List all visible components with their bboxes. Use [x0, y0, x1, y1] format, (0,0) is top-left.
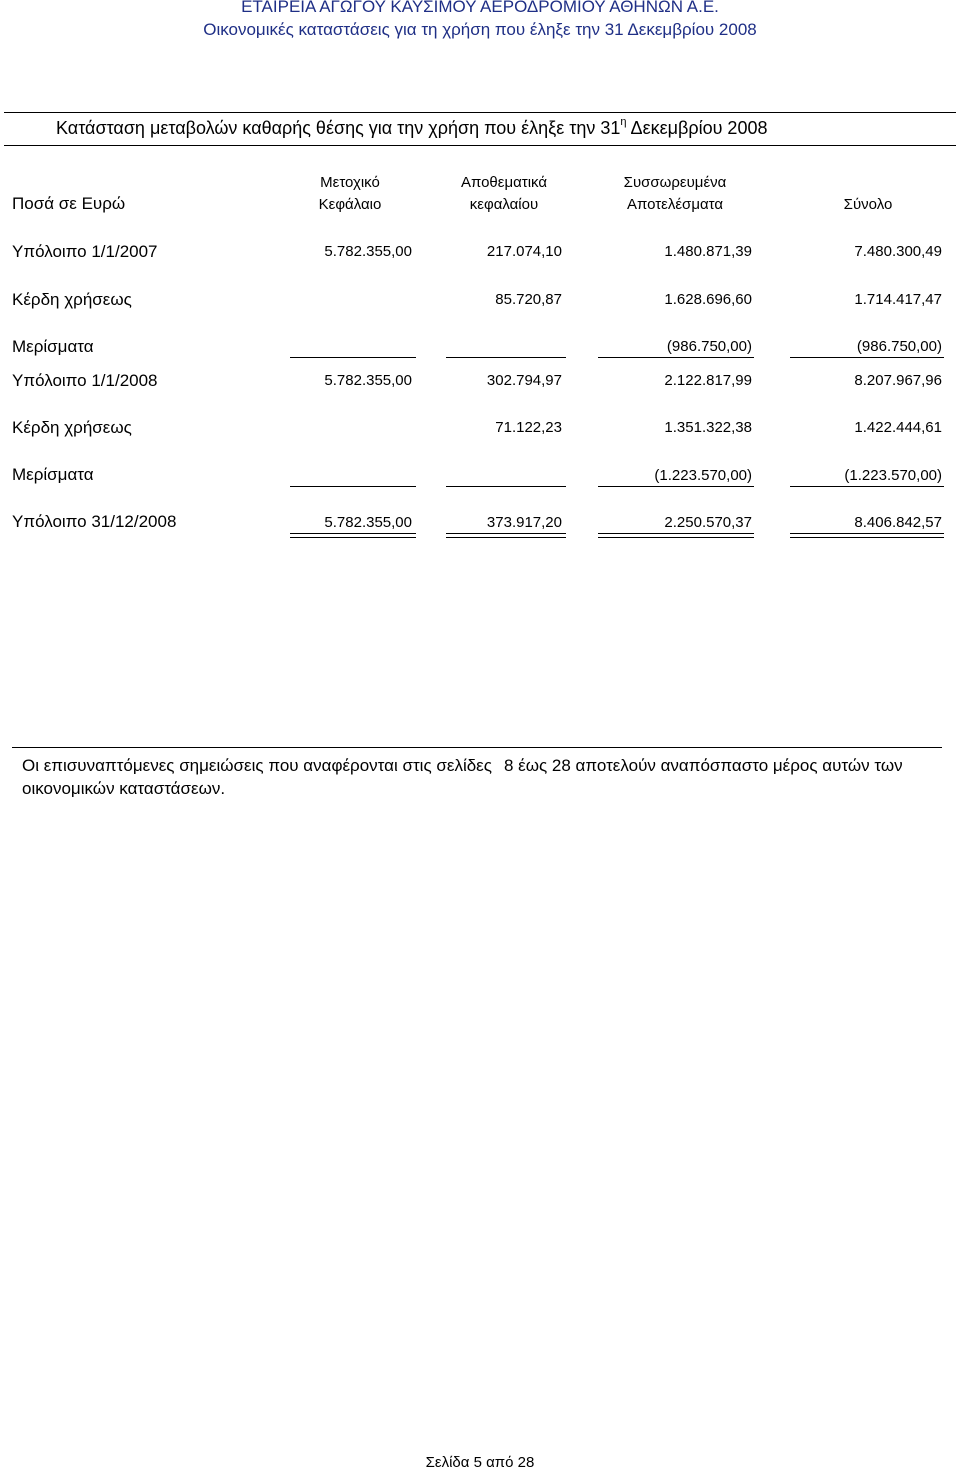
cell-retained: (986.750,00) — [666, 338, 752, 355]
cell-retained: 2.122.817,99 — [664, 372, 752, 389]
col-retained-line1: Συσσωρευμένα — [623, 174, 727, 191]
subtotal-rule — [446, 486, 566, 487]
row-label: Κέρδη χρήσεως — [12, 418, 132, 437]
cell-total: (986.750,00) — [856, 338, 942, 355]
company-name: ΕΤΑΙΡΕΙΑ ΑΓΩΓΟΥ ΚΑΥΣΙΜΟΥ ΑΕΡΟΔΡΟΜΙΟΥ ΑΘΗΝΩΝ Α.Ε. — [241, 0, 719, 16]
cell-total: 7.480.300,49 — [854, 243, 942, 260]
cell-reserves: 85.720,87 — [495, 291, 562, 308]
cell-share-capital: 5.782.355,00 — [324, 514, 412, 531]
total-double-rule — [446, 533, 566, 538]
row-label: Υπόλοιπο 31/12/2008 — [12, 512, 177, 531]
subtotal-rule — [598, 357, 754, 358]
amounts-label: Ποσά σε Ευρώ — [12, 194, 126, 213]
cell-retained: 2.250.570,37 — [664, 514, 752, 531]
col-reserves-line1: Αποθεματικά — [460, 174, 548, 191]
cell-retained: (1.223.570,00) — [654, 467, 752, 484]
cell-reserves: 71.122,23 — [495, 419, 562, 436]
cell-reserves: 373.917,20 — [486, 514, 562, 531]
row-label: Μερίσματα — [12, 465, 94, 484]
cell-total: 8.207.967,96 — [854, 372, 942, 389]
cell-reserves: 302.794,97 — [486, 372, 562, 389]
statement-title: Κατάσταση μεταβολών καθαρής θέσης για την χρήση που έληξε την $31^\eta$ Δεκεμβρίου 2008 — [56, 116, 768, 138]
cell-retained: 1.628.696,60 — [664, 291, 752, 308]
row-label: Υπόλοιπο 1/1/2007 — [12, 242, 158, 261]
cell-retained: 1.351.322,38 — [664, 419, 752, 436]
notes-text: Οι επισυναπτόμενες σημειώσεις που αναφέρονται στις σελίδες 8 έως 28 αποτελούν αναπόσπαστο μέρος αυτών των οικονομικών καταστάσεων. — [22, 756, 903, 798]
subtotal-rule — [790, 486, 944, 487]
notes-rule — [12, 747, 942, 748]
cell-total: 8.406.842,57 — [854, 514, 942, 531]
subtotal-rule — [290, 357, 416, 358]
subtotal-rule — [790, 357, 944, 358]
total-double-rule — [598, 533, 754, 538]
subtotal-rule — [598, 486, 754, 487]
cell-total: 1.422.444,61 — [854, 419, 942, 436]
cell-total: (1.223.570,00) — [844, 467, 942, 484]
subtotal-rule — [290, 486, 416, 487]
total-double-rule — [790, 533, 944, 538]
cell-retained: 1.480.871,39 — [664, 243, 752, 260]
subtotal-rule — [446, 357, 566, 358]
cell-share-capital: 5.782.355,00 — [324, 243, 412, 260]
page-number: Σελίδα 5 από 28 — [425, 1454, 535, 1471]
row-label: Κέρδη χρήσεως — [12, 290, 132, 309]
cell-share-capital: 5.782.355,00 — [324, 372, 412, 389]
cell-reserves: 217.074,10 — [486, 243, 562, 260]
document-subtitle: Οικονομικές καταστάσεις για τη χρήση που έληξε την 31 Δεκεμβρίου 2008 — [203, 20, 757, 39]
col-share-capital-line2: Κεφάλαιο — [318, 196, 382, 213]
row-label: Μερίσματα — [12, 337, 94, 356]
cell-total: 1.714.417,47 — [854, 291, 942, 308]
row-label: Υπόλοιπο 1/1/2008 — [12, 371, 158, 390]
col-reserves-line2: κεφαλαίου — [469, 196, 539, 213]
col-share-capital-line1: Μετοχικό — [320, 174, 380, 191]
total-double-rule — [290, 533, 416, 538]
col-retained-line2: Αποτελέσματα — [626, 196, 724, 213]
col-total: Σύνολο — [843, 196, 893, 213]
